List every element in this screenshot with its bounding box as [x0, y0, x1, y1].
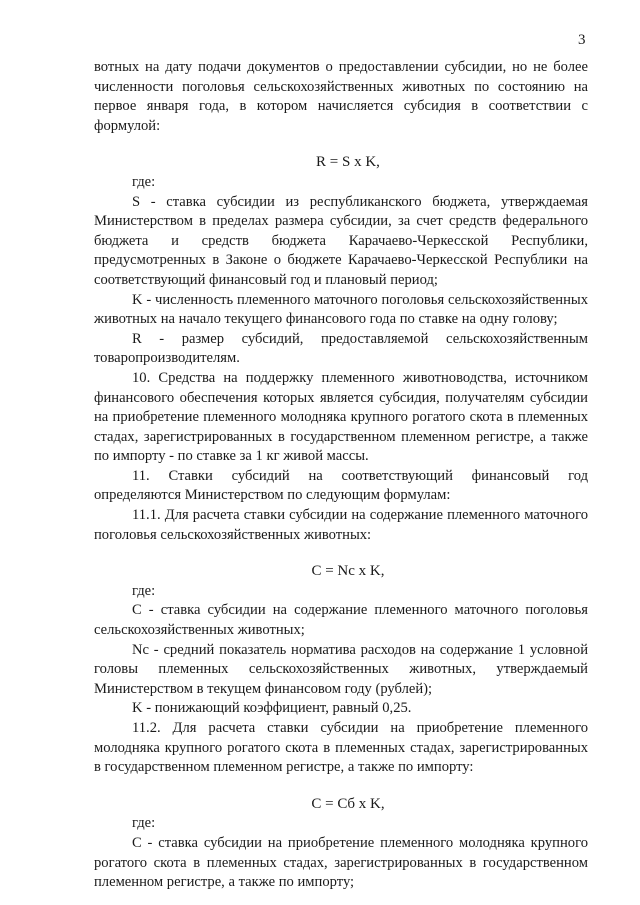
formula-c-nc: C = Nc x K,	[311, 563, 385, 580]
document-body	[94, 58, 588, 893]
where-label: где:	[132, 815, 156, 832]
page-number: 3	[578, 32, 586, 48]
formula-r: R = S x K,	[316, 154, 380, 171]
formula-c-cb: C = Cб x K,	[311, 795, 385, 812]
definition-c-purchase: C - ставка субсидии на приобретение племенного молодняка крупного рогатого скота в племенных стадах, зарегистрированных в государственном племенном регистре, а также по импорту;	[94, 834, 588, 891]
paragraph-item-10: 10. Средства на поддержку племенного животноводства, источником финансового обеспечения которых является субсидия, получателям субсидии на приобретение племенного молодняка крупного рогатого скота в племенных стадах, зарегистрированных в государственном племенном регистре, а также по импорту - по ставке за 1 кг живой массы.	[94, 369, 588, 465]
definition-s: S - ставка субсидии из республиканского бюджета, утверждаемая Министерством в пределах размера субсидии, за счет средств федерального бюджета и средств бюджета Карачаево-Черкесской Республики, предусмотренных в Законе о бюджете Карачаево-Черкесской Республики на соответствующий финансовый год и плановый период;	[94, 193, 588, 288]
paragraph-item-11-2: 11.2. Для расчета ставки субсидии на приобретение племенного молодняка крупного рогатого скота в племенных стадах, зарегистрированных в государственном племенном регистре, а также по импорту:	[94, 720, 588, 776]
paragraph-item-11: 11. Ставки субсидий на соответствующий финансовый год определяются Министерством по следующим формулам:	[94, 467, 588, 504]
definition-nc: Nc - средний показатель норматива расходов на содержание 1 условной головы племенных сельскохозяйственных животных, утверждаемый Министерством в текущем финансовом году (рублей);	[94, 641, 588, 697]
definition-k: K - численность племенного маточного поголовья сельскохозяйственных животных на начало текущего финансового года по ставке на одну голову;	[94, 291, 588, 328]
where-label: где:	[132, 582, 156, 599]
definition-r: R - размер субсидий, предоставляемой сельскохозяйственным товаропроизводителям.	[94, 330, 588, 367]
paragraph-item-11-1: 11.1. Для расчета ставки субсидии на содержание племенного маточного поголовья сельскохозяйственных животных:	[94, 507, 588, 543]
definition-c-maintenance: C - ставка субсидии на содержание племенного маточного поголовья сельскохозяйственных животных;	[94, 602, 588, 639]
where-label: где:	[132, 173, 156, 190]
paragraph-intro: вотных на дату подачи документов о предоставлении субсидии, но не более численности поголовья сельскохозяйственных животных по состоянию на первое января года, в котором начисляется субсидия в соответствии с формулой:	[94, 59, 588, 134]
definition-k-coefficient: K - понижающий коэффициент, равный 0,25.	[132, 700, 412, 717]
